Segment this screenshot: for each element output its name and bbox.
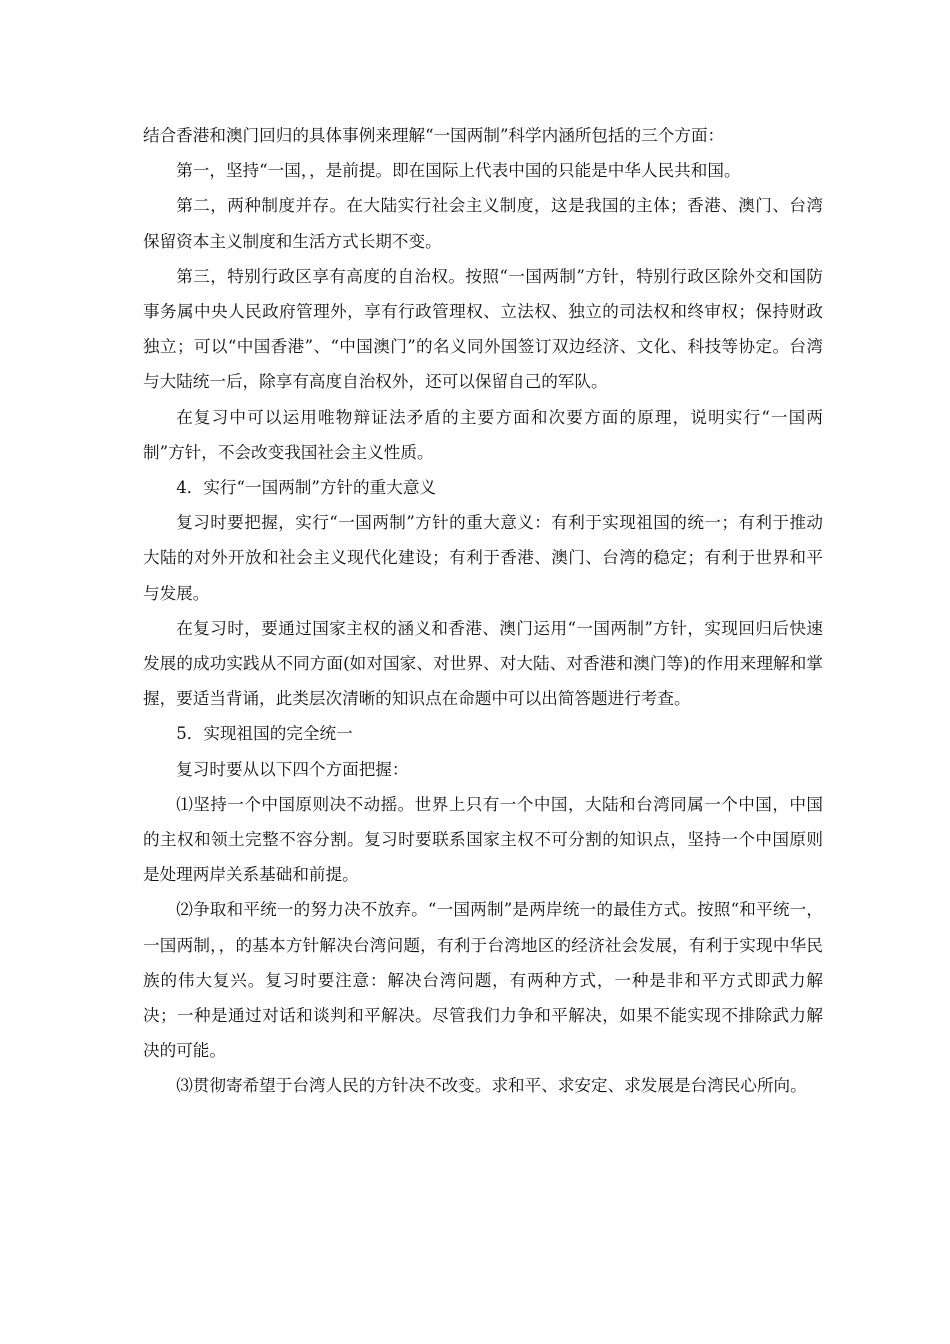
intro-paragraph: 结合香港和澳门回归的具体事例来理解“一国两制”科学内涵所包括的三个方面： [143, 126, 725, 145]
aspect-two-paragraph: ⑵争取和平统一的努力决不放弃。“一国两制”是两岸统一的最佳方式。按照“和平统一，一国两制，，的基本方针解决台湾问题，有利于台湾地区的经济社会发展，有利于实现中华民族的伟大复兴。复习时要注意：解决台湾问题，有两种方式，一种是非和平方式即武力解决；一种是通过对话和谈判和平解决。尽管我们力争和平解决，如果不能实现不排除武力解决的可能。 [143, 900, 823, 1061]
aspect-one-paragraph: ⑴坚持一个中国原则决不动摇。世界上只有一个中国，大陆和台湾同属一个中国，中国的主权和领土完整不容分割。复习时要联系国家主权不可分割的知识点，坚持一个中国原则是处理两岸关系基础和前提。 [143, 794, 823, 885]
point-three-paragraph: 第三，特别行政区享有高度的自治权。按照“一国两制”方针，特别行政区除外交和国防事务属中央人民政府管理外，享有行政管理权、立法权、独立的司法权和终审权；保持财政独立；可以“中国香港”、“中国澳门”的名义同外国签订双边经济、文化、科技等协定。台湾与大陆统一后，除享有高度自治权外，还可以保留自己的军队。 [143, 266, 823, 392]
aspect-three-paragraph: ⑶贯彻寄希望于台湾人民的方针决不改变。求和平、求安定、求发展是台湾民心所向。 [176, 1076, 807, 1096]
significance-paragraph: 复习时要把握，实行“一国两制”方针的重大意义：有利于实现祖国的统一；有利于推动大陆的对外开放和社会主义现代化建设；有利于香港、澳门、台湾的稳定；有利于世界和平与发展。 [143, 513, 823, 603]
section-heading-5: 5．实现祖国的完全统一 [176, 724, 353, 744]
review-method-paragraph: 在复习时，要通过国家主权的涵义和香港、澳门运用“一国两制”方针，实现回归后快速发展的成功实践从不同方面(如对国家、对世界、对大陆、对香港和澳门等)的作用来理解和掌握，要适当背诵，此类层次清晰的知识点在命题中可以出简答题进行考查。 [143, 618, 823, 709]
document-body [143, 118, 823, 1104]
point-one-paragraph: 第一，坚持“一国，，是前提。即在国际上代表中国的只能是中华人民共和国。 [176, 161, 741, 181]
dialectics-paragraph: 在复习中可以运用唯物辩证法矛盾的主要方面和次要方面的原理，说明实行“一国两制”方针，不会改变我国社会主义性质。 [143, 407, 823, 462]
point-two-paragraph: 第二，两种制度并存。在大陆实行社会主义制度，这是我国的主体；香港、澳门、台湾保留资本主义制度和生活方式长期不变。 [143, 196, 823, 251]
section-heading-4: 4．实行“一国两制”方针的重大意义 [176, 478, 437, 498]
four-aspects-intro: 复习时要从以下四个方面把握： [176, 759, 409, 779]
